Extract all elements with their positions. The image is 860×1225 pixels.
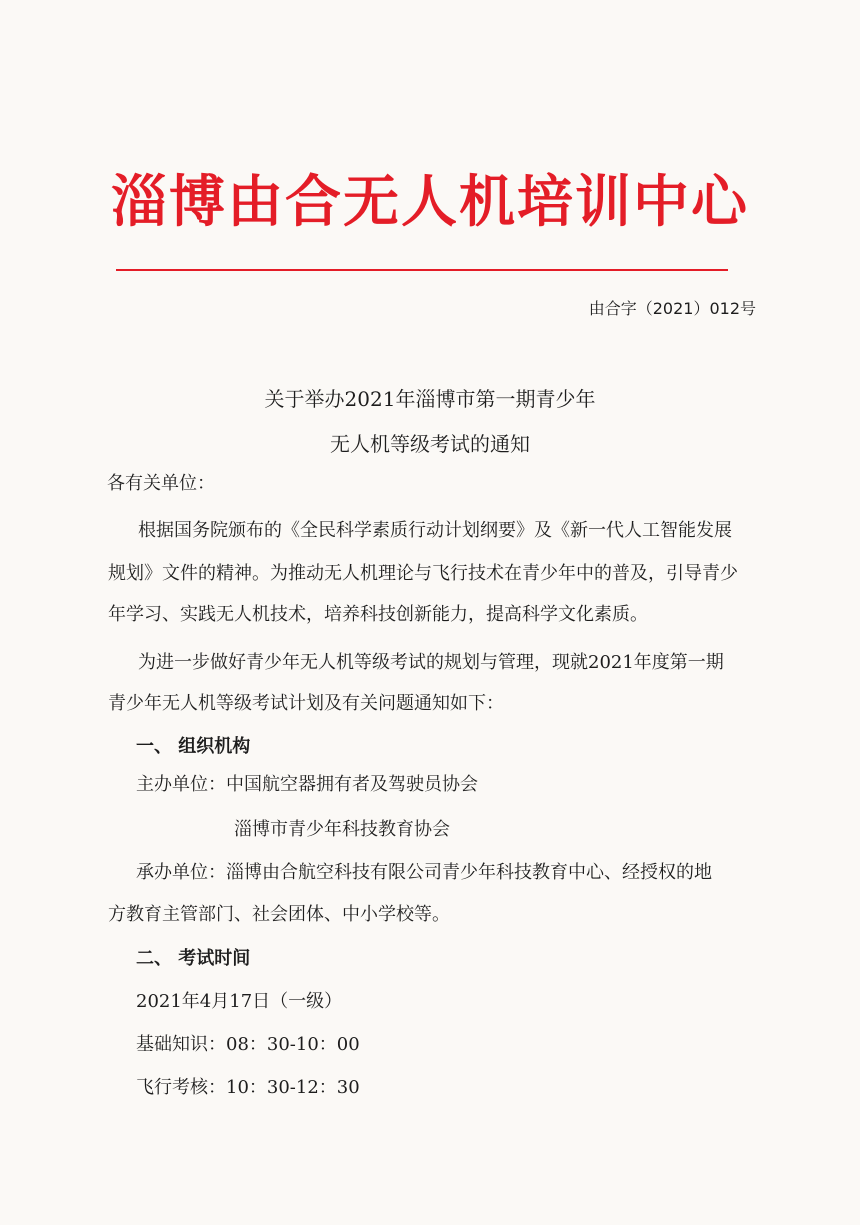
letterhead-org-name: 淄博由合无人机培训中心 (111, 170, 749, 235)
exam-date: 2021年4月17日（一级） (136, 991, 343, 1012)
section-2-heading: 二、 考试时间 (136, 948, 251, 969)
exam-theory-time: 基础知识：08：30-10：00 (136, 1034, 360, 1055)
salutation: 各有关单位： (107, 473, 215, 494)
document-title-line-1: 关于举办2021年淄博市第一期青少年 (264, 387, 596, 411)
paragraph-1-line-3: 年学习、实践无人机技术，培养科技创新能力，提高科学文化素质。 (108, 604, 648, 625)
paragraph-1-line-2: 规划》文件的精神。为推动无人机理论与飞行技术在青少年中的普及，引导青少 (108, 563, 738, 584)
document-number: 由合字（2021）012号 (588, 299, 756, 318)
organizer-line-1: 承办单位：淄博由合航空科技有限公司青少年科技教育中心、经授权的地 (136, 862, 712, 883)
host-units-line-1: 主办单位：中国航空器拥有者及驾驶员协会 (136, 774, 478, 795)
letterhead-red-rule (116, 269, 728, 271)
paragraph-1-line-1: 根据国务院颁布的《全民科学素质行动计划纲要》及《新一代人工智能发展 (138, 520, 732, 541)
paragraph-2-line-1: 为进一步做好青少年无人机等级考试的规划与管理，现就2021年度第一期 (138, 652, 724, 673)
organizer-line-2: 方教育主管部门、社会团体、中小学校等。 (108, 904, 450, 925)
paragraph-2-line-2: 青少年无人机等级考试计划及有关问题通知如下： (108, 693, 504, 714)
document-title-line-2: 无人机等级考试的通知 (330, 432, 530, 456)
exam-flight-time: 飞行考核：10：30-12：30 (136, 1077, 360, 1098)
section-1-heading: 一、 组织机构 (136, 736, 251, 757)
host-units-line-2: 淄博市青少年科技教育协会 (234, 819, 450, 840)
